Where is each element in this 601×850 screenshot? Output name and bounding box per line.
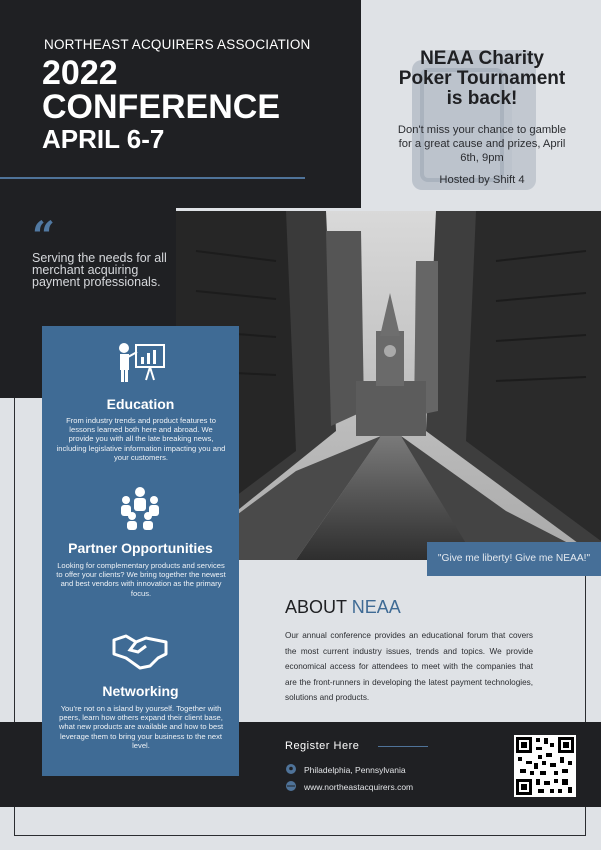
about-text: Our annual conference provides an educational forum that covers the most current industry issues, trends and topics. We provide economical access for attendees to meet with the companies that are the front-runners in developing the latest payment technologies, solutions and products.	[285, 631, 533, 703]
conference-dates: APRIL 6-7	[42, 124, 165, 154]
pull-quote: "Give me liberty! Give me NEAA!"	[427, 542, 601, 576]
location-text: Philadelphia, Pennsylvania	[304, 765, 406, 775]
poker-title-line3: is back!	[446, 88, 518, 109]
poker-title-line1: NEAA Charity	[420, 48, 544, 69]
partner-opportunities-title: Partner Opportunities	[68, 540, 213, 556]
education-title: Education	[106, 396, 175, 412]
about-title-suffix: NEAA	[351, 597, 401, 617]
poker-title	[382, 49, 582, 109]
frame-bottom-line	[14, 835, 586, 836]
education-text: From industry trends and product features to lessons learned both here and abroad. We provide you with all the late breaking news, including legislative information impacting you and your customers.	[56, 416, 226, 462]
team-icon	[118, 486, 162, 530]
about-title-prefix: ABOUT	[285, 597, 347, 617]
quote-icon: “	[32, 213, 56, 260]
conference-year: 2022	[42, 54, 118, 92]
handshake-icon	[112, 632, 168, 670]
accent-divider	[0, 177, 305, 179]
poker-title-line2: Poker Tournament	[398, 68, 566, 89]
networking-text-overlay: You're not on a island by yourself. Together with peers, learn how others expand their client base, what new products are available and how to best leverage them to bring your business to the next level.	[58, 704, 224, 750]
register-link[interactable]: Register Here	[285, 740, 360, 752]
org-name: NORTHEAST ACQUIRERS ASSOCIATION	[44, 37, 311, 52]
partner-opportunities-text: Looking for complementary products and services to offer your clients? We bring together the newest and best vendors with innovation as the primary focus.	[56, 561, 226, 598]
poker-host: Hosted by Shift 4	[439, 174, 525, 186]
city-hall-photo	[176, 211, 601, 560]
location-pin-icon	[286, 764, 296, 775]
about-title	[285, 597, 401, 618]
poker-description: Don't miss your chance to gamble for a great cause and prizes, April 6th, 9pm	[397, 124, 567, 164]
register-underline	[378, 746, 428, 747]
qr-code[interactable]	[514, 735, 576, 797]
tagline: Serving the needs for all merchant acquiring payment professionals.	[32, 251, 167, 289]
presentation-icon	[116, 342, 166, 384]
website-link[interactable]: www.northeastacquirers.com	[304, 782, 414, 792]
globe-icon	[286, 781, 296, 791]
networking-title: Networking	[102, 683, 179, 699]
conference-title: CONFERENCE	[42, 88, 281, 126]
